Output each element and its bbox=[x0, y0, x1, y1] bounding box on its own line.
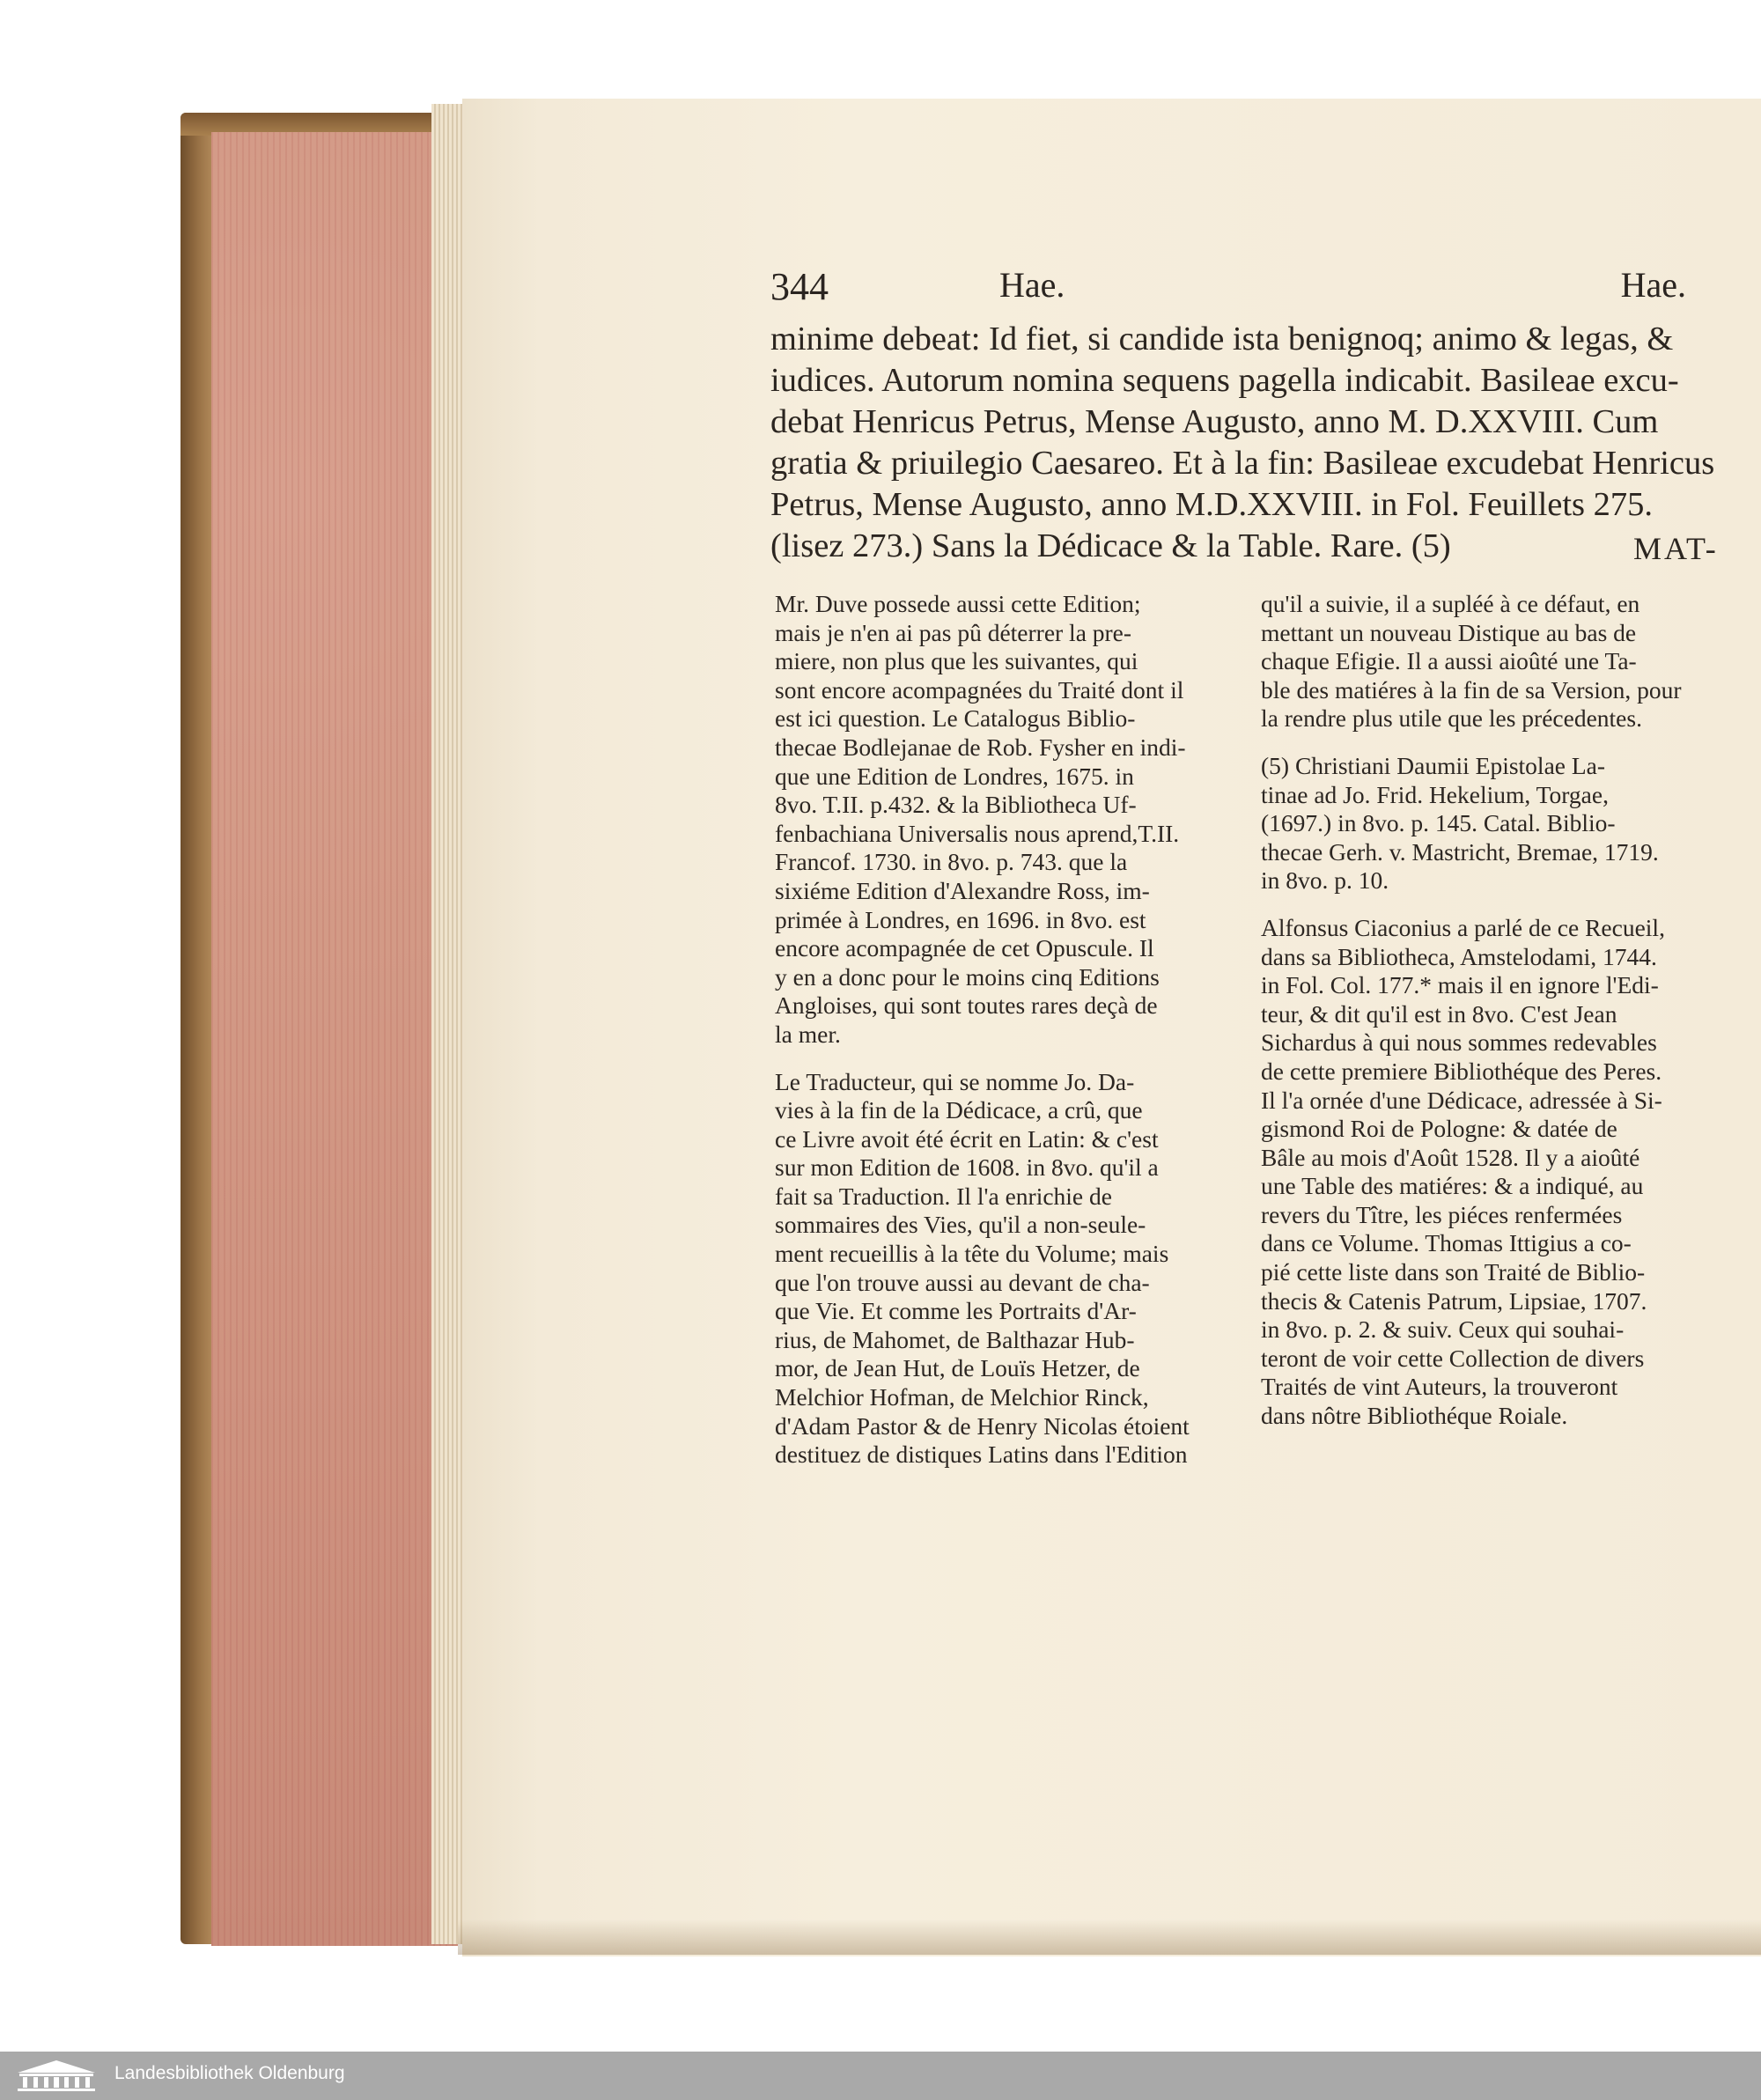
intro-line: (lisez 273.) Sans la Dédicace & la Table. Rare. (5) bbox=[770, 527, 1451, 564]
text-line: pié cette liste dans son Traité de Biblio- bbox=[1261, 1258, 1646, 1286]
text-line: rius, de Mahomet, de Balthazar Hub- bbox=[775, 1325, 1135, 1353]
text-line: y en a donc pour le moins cinq Editions bbox=[775, 962, 1160, 991]
text-line: ble des matiéres à la fin de sa Version, pour bbox=[1261, 675, 1682, 704]
text-line: chaque Efigie. Il a aussi aioûté une Ta- bbox=[1261, 647, 1637, 675]
footer-bar bbox=[0, 2052, 1761, 2100]
text-line: 8vo. T.II. p.432. & la Bibliotheca Uf- bbox=[775, 791, 1137, 819]
text-line: (5) Christiani Daumii Epistolae La- bbox=[1261, 751, 1606, 779]
page-shadow bbox=[458, 1919, 1761, 1955]
intro-line: Petrus, Mense Augusto, anno M.D.XXVIII. in Fol. Feuillets 275. bbox=[770, 486, 1654, 523]
text-line: mettant un nouveau Distique au bas de bbox=[1261, 618, 1637, 646]
intro-line: iudices. Autorum nomina sequens pagella indicabit. Basileae excu- bbox=[770, 362, 1679, 399]
page-number: 344 bbox=[770, 265, 829, 308]
library-building-icon bbox=[12, 2059, 100, 2092]
text-line: thecis & Catenis Patrum, Lipsiae, 1707. bbox=[1261, 1286, 1647, 1315]
text-line: encore acompagnée de cet Opuscule. Il bbox=[775, 934, 1154, 962]
text-line: teur, & dit qu'il est in 8vo. C'est Jean bbox=[1261, 999, 1617, 1028]
text-line: mais je n'en ai pas pû déterrer la pre- bbox=[775, 618, 1132, 646]
text-line: Sichardus à qui nous sommes redevables bbox=[1261, 1028, 1657, 1057]
column-paragraph bbox=[1261, 914, 1723, 1431]
right-column bbox=[1261, 590, 1723, 1449]
text-line: Melchior Hofman, de Melchior Rinck, bbox=[775, 1383, 1149, 1411]
text-line: dans nôtre Bibliothéque Roiale. bbox=[1261, 1402, 1568, 1430]
column-paragraph bbox=[1261, 590, 1723, 733]
column-paragraph bbox=[775, 1068, 1237, 1470]
text-line: Il l'a ornée d'une Dédicace, adressée à Si- bbox=[1261, 1086, 1662, 1114]
text-line: qu'il a suivie, il a supléé à ce défaut, en bbox=[1261, 590, 1640, 617]
text-line: d'Adam Pastor & de Henry Nicolas étoient bbox=[775, 1411, 1190, 1440]
intro-line: gratia & priuilegio Caesareo. Et à la fin: Basileae excudebat Henricus bbox=[770, 445, 1715, 482]
text-line: ce Livre avoit été écrit en Latin: & c'est bbox=[775, 1124, 1159, 1153]
text-line: de cette premiere Bibliothéque des Peres. bbox=[1261, 1057, 1662, 1085]
text-line: Traités de vint Auteurs, la trouveront bbox=[1261, 1373, 1618, 1401]
text-line: dans ce Volume. Thomas Ittigius a co- bbox=[1261, 1229, 1632, 1257]
text-line: tinae ad Jo. Frid. Hekelium, Torgae, bbox=[1261, 780, 1609, 808]
intro-paragraph bbox=[770, 319, 1721, 567]
text-line: destituez de distiques Latins dans l'Edition bbox=[775, 1441, 1188, 1469]
text-line: Angloises, qui sont toutes rares deçà de bbox=[775, 991, 1158, 1020]
text-line: ment recueillis à la tête du Volume; mais bbox=[775, 1240, 1169, 1268]
text-line: fait sa Traduction. Il l'a enrichie de bbox=[775, 1182, 1112, 1210]
text-line: sommaires des Vies, qu'il a non-seule- bbox=[775, 1211, 1146, 1239]
text-line: fenbachiana Universalis nous aprend,T.II. bbox=[775, 819, 1180, 847]
text-line: dans sa Bibliotheca, Amstelodami, 1744. bbox=[1261, 942, 1657, 970]
text-line: mor, de Jean Hut, de Louïs Hetzer, de bbox=[775, 1354, 1140, 1382]
text-line: est ici question. Le Catalogus Biblio- bbox=[775, 704, 1136, 733]
header-left-title: Hae. bbox=[999, 265, 1065, 305]
left-column bbox=[775, 590, 1237, 1488]
intro-line: minime debeat: Id fiet, si candide ista benignoq; animo & legas, & bbox=[770, 321, 1674, 357]
column-paragraph bbox=[775, 590, 1237, 1050]
text-line: la rendre plus utile que les précedentes. bbox=[1261, 704, 1642, 733]
text-line: Bâle au mois d'Août 1528. Il y a aioûté bbox=[1261, 1143, 1640, 1171]
text-line: une Table des matiéres: & a indiqué, au bbox=[1261, 1172, 1644, 1200]
red-sprinkled-fore-edge bbox=[211, 132, 458, 1946]
running-header bbox=[770, 264, 1721, 317]
intro-line: debat Henricus Petrus, Mense Augusto, anno M. D.XXVIII. Cum bbox=[770, 403, 1659, 440]
text-line: revers du Tître, les piéces renfermées bbox=[1261, 1200, 1623, 1228]
text-line: in 8vo. p. 2. & suiv. Ceux qui souhai- bbox=[1261, 1315, 1625, 1344]
text-line: vies à la fin de la Dédicace, a crû, que bbox=[775, 1096, 1143, 1124]
text-line: sixiéme Edition d'Alexandre Ross, im- bbox=[775, 876, 1150, 904]
text-line: primée à Londres, en 1696. in 8vo. est bbox=[775, 905, 1146, 933]
text-line: sur mon Edition de 1608. in 8vo. qu'il a bbox=[775, 1153, 1159, 1182]
text-line: Mr. Duve possede aussi cette Edition; bbox=[775, 590, 1141, 617]
text-line: thecae Gerh. v. Mastricht, Bremae, 1719. bbox=[1261, 837, 1659, 866]
header-right-title: Hae. bbox=[1620, 265, 1686, 305]
text-line: Le Traducteur, qui se nomme Jo. Da- bbox=[775, 1067, 1135, 1095]
text-line: Francof. 1730. in 8vo. p. 743. que la bbox=[775, 848, 1128, 876]
text-line: sont encore acompagnées du Traité dont il bbox=[775, 675, 1184, 704]
text-line: in 8vo. p. 10. bbox=[1261, 866, 1389, 895]
text-line: miere, non plus que les suivantes, qui bbox=[775, 647, 1138, 675]
text-line: que l'on trouve aussi au devant de cha- bbox=[775, 1268, 1150, 1296]
text-line: que une Edition de Londres, 1675. in bbox=[775, 762, 1134, 790]
text-line: gismond Roi de Pologne: & datée de bbox=[1261, 1115, 1617, 1143]
text-line: in Fol. Col. 177.* mais il en ignore l'Edi- bbox=[1261, 971, 1659, 999]
catchword: MAT- bbox=[1633, 531, 1719, 566]
text-line: Alfonsus Ciaconius a parlé de ce Recueil, bbox=[1261, 913, 1665, 941]
text-line: thecae Bodlejanae de Rob. Fysher en indi- bbox=[775, 733, 1186, 761]
text-line: que Vie. Et comme les Portraits d'Ar- bbox=[775, 1297, 1137, 1325]
text-line: teront de voir cette Collection de divers bbox=[1261, 1344, 1645, 1372]
column-paragraph bbox=[1261, 752, 1723, 895]
text-line: la mer. bbox=[775, 1020, 841, 1048]
text-line: (1697.) in 8vo. p. 145. Catal. Biblio- bbox=[1261, 809, 1616, 837]
footer-institution-name: Landesbibliothek Oldenburg bbox=[114, 2063, 345, 2083]
